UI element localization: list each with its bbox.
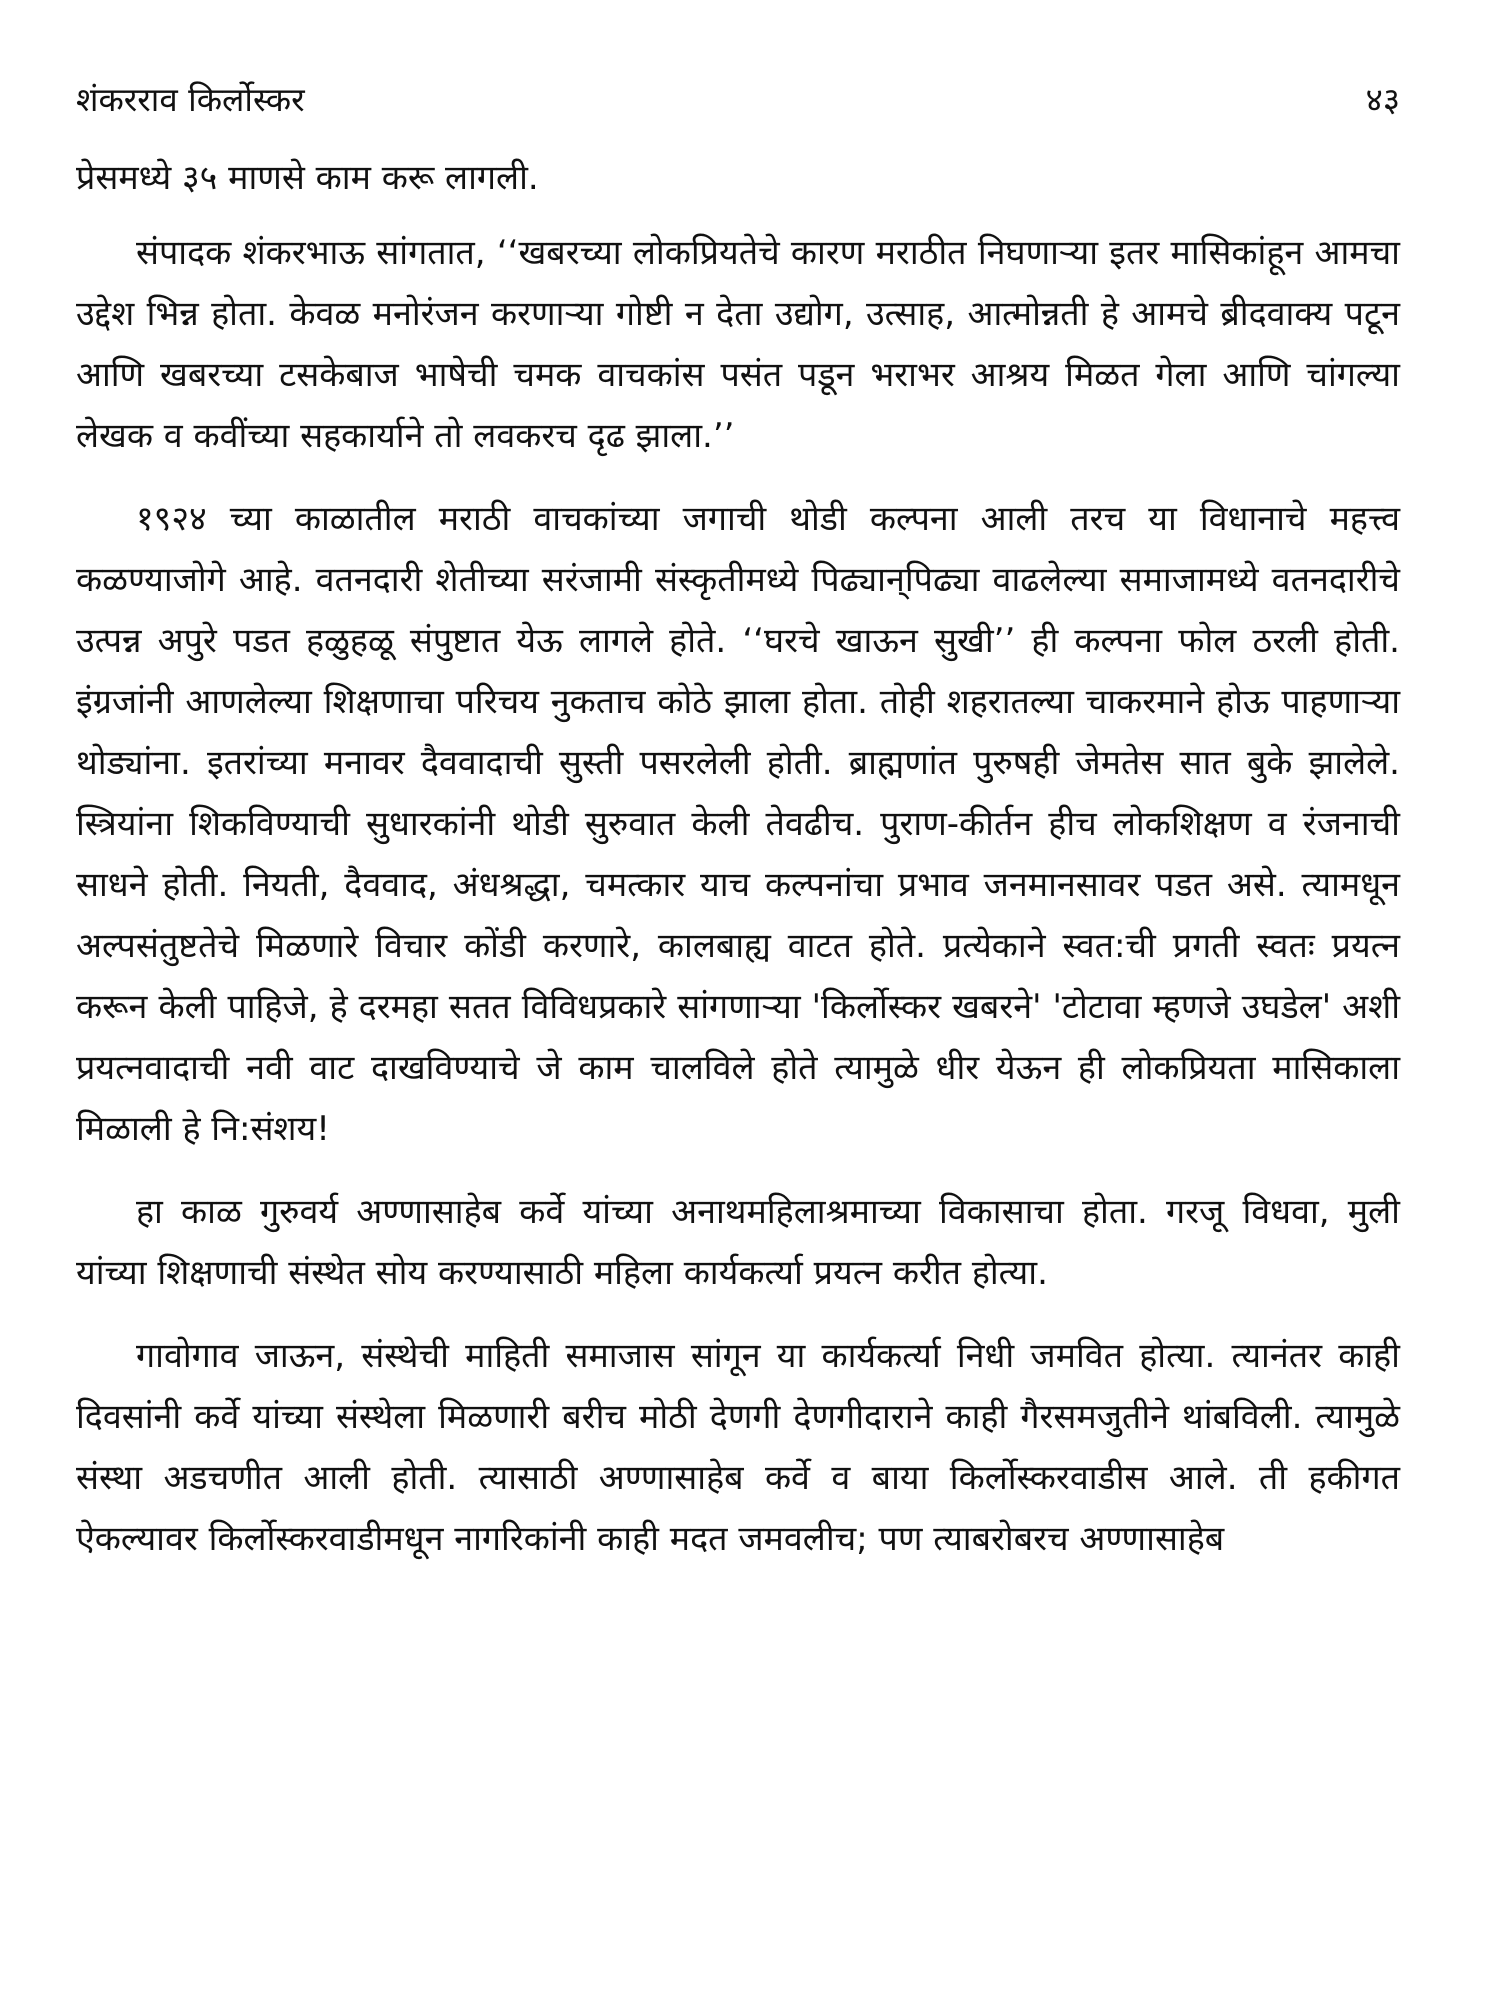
running-header — [76, 70, 1400, 130]
book-title: शंकरराव किर्लोस्कर — [76, 80, 305, 119]
paragraph-editor-quote: संपादक शंकरभाऊ सांगतात, ‘‘खबरच्या लोकप्रियतेचे कारण मराठीत निघणाऱ्या इतर मासिकांहून आमचा उद्देश भिन्न होता. केवळ मनोरंजन करणाऱ्या गोष्टी न देता उद्योग, उत्साह, आत्मोन्नती हे आमचे ब्रीदवाक्य पटून आणि खबरच्या टसकेबाज भाषेची चमक वाचकांस पसंत पडून भराभर आश्रय मिळत गेला आणि चांगल्या लेखक व कवींच्या सहकार्याने तो लवकरच दृढ झाला.’’ — [76, 233, 1400, 456]
body-text — [76, 148, 1400, 1570]
paragraph-fundraising: गावोगाव जाऊन, संस्थेची माहिती समाजास सांगून या कार्यकर्त्या निधी जमवित होत्या. त्यानंतर काही दिवसांनी कर्वे यांच्या संस्थेला मिळणारी बरीच मोठी देणगी देणगीदाराने काही गैरसमजुतीने थांबविली. त्यामुळे संस्था अडचणीत आली होती. त्यासाठी अण्णासाहेब कर्वे व बाया किर्लोस्करवाडीस आले. ती हकीगत ऐकल्यावर किर्लोस्करवाडीमधून नागरिकांनी काही मदत जमवलीच; पण त्याबरोबरच अण्णासाहेब — [76, 1336, 1400, 1559]
page-number: ४३ — [1365, 80, 1400, 119]
paragraph-karve-ashram: हा काळ गुरुवर्य अण्णासाहेब कर्वे यांच्या अनाथमहिलाश्रमाच्या विकासाचा होता. गरजू विधवा, मुली यांच्या शिक्षणाची संस्थेत सोय करण्यासाठी महिला कार्यकर्त्या प्रयत्न करीत होत्या. — [76, 1192, 1400, 1293]
paragraph-1924-readers: १९२४ च्या काळातील मराठी वाचकांच्या जगाची थोडी कल्पना आली तरच या विधानाचे महत्त्व कळण्याजोगे आहे. वतनदारी शेतीच्या सरंजामी संस्कृतीमध्ये पिढ्यान्‌पिढ्या वाढलेल्या समाजामध्ये वतनदारीचे उत्पन्न अपुरे पडत हळुहळू संपुष्टात येऊ लागले होते. ‘‘घरचे खाऊन सुखी’’ ही कल्पना फोल ठरली होती. इंग्रजांनी आणलेल्या शिक्षणाचा परिचय नुकताच कोठे झाला होता. तोही शहरातल्या चाकरमाने होऊ पाहणाऱ्या थोड्यांना. इतरांच्या मनावर दैववादाची सुस्ती पसरलेली होती. ब्राह्मणांत पुरुषही जेमतेस सात बुके झालेले. स्त्रियांना शिकविण्याची सुधारकांनी थोडी सुरुवात केली तेवढीच. पुराण-कीर्तन हीच लोकशिक्षण व रंजनाची साधने होती. नियती, दैववाद, अंधश्रद्धा, चमत्कार याच कल्पनांचा प्रभाव जनमानसावर पडत असे. त्यामधून अल्पसंतुष्टतेचे मिळणारे विचार कोंडी करणारे, कालबाह्य वाटत होते. प्रत्येकाने स्वत:ची प्रगती स्वतः प्रयत्न करून केली पाहिजे, हे दरमहा सतत विविधप्रकारे सांगणाऱ्या 'किर्लोस्कर खबरने' 'टोटावा म्हणजे उघडेल' अशी प्रयत्नवादाची नवी वाट दाखविण्याचे जे काम चालविले होते त्यामुळे धीर येऊन ही लोकप्रियता मासिकाला मिळाली हे नि:संशय! — [76, 499, 1400, 1149]
paragraph-continued: प्रेसमध्ये ३५ माणसे काम करू लागली. — [76, 158, 539, 198]
